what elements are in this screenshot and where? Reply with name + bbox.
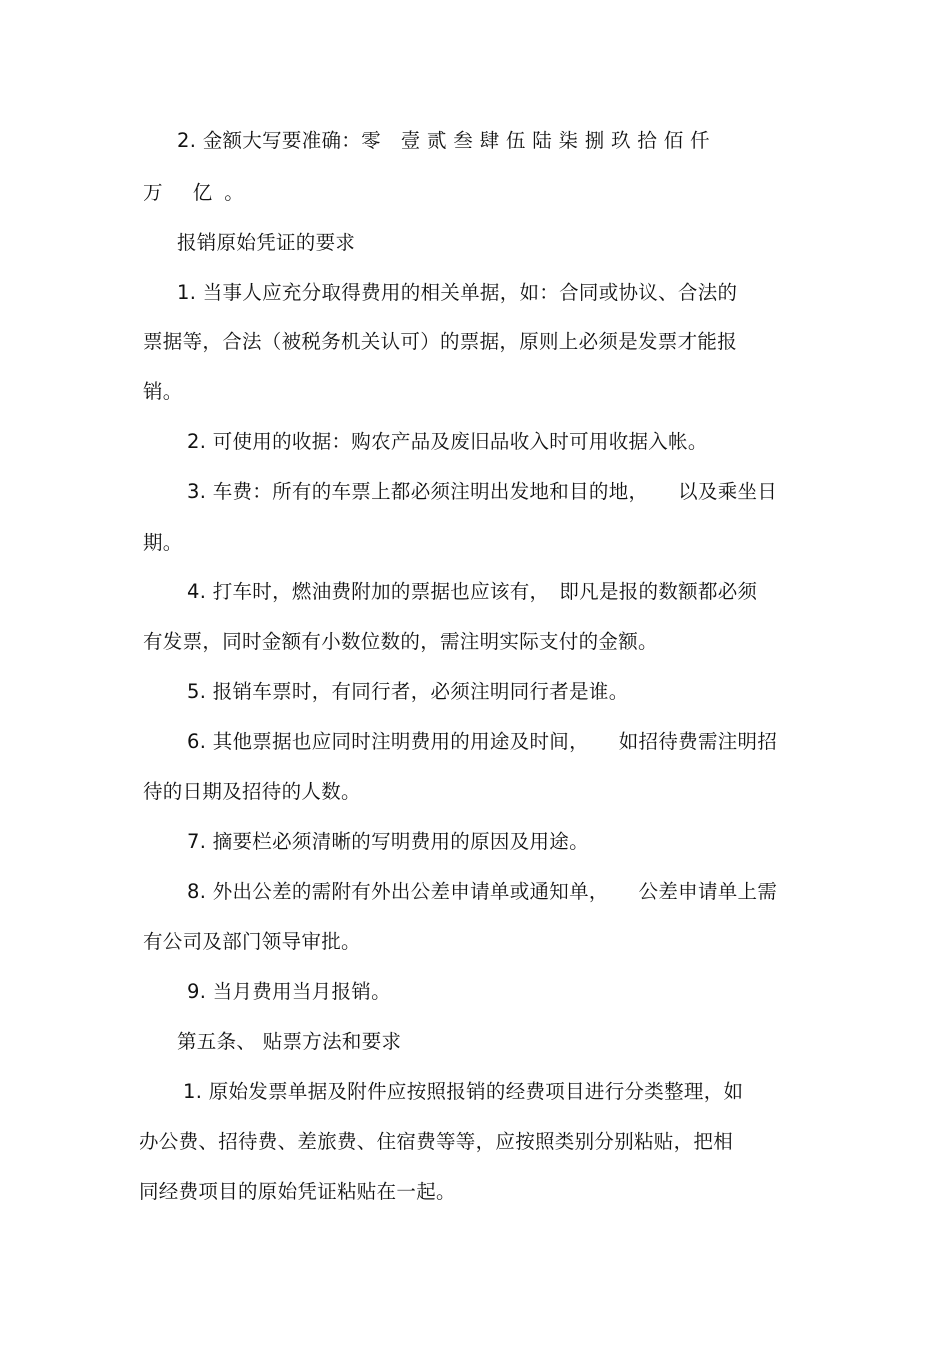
text-line-16: 8. 外出公差的需附有外出公差申请单或通知单， 公差申请单上需 (187, 880, 778, 903)
text-line-11: 有发票，同时金额有小数位数的，需注明实际支付的金额。 (143, 630, 658, 653)
text-line-15: 7. 摘要栏必须清晰的写明费用的原因及用途。 (187, 830, 589, 853)
text-line-12: 5. 报销车票时，有同行者，必须注明同行者是谁。 (187, 680, 629, 703)
text-line-21: 办公费、招待费、差旅费、住宿费等等，应按照类别分别粘贴，把相 (139, 1130, 734, 1153)
text-line-4: 1. 当事人应充分取得费用的相关单据，如：合同或协议、合法的 (177, 281, 738, 304)
text-line-22: 同经费项目的原始凭证粘贴在一起。 (139, 1180, 456, 1203)
text-line-2: 万 亿。 (143, 181, 256, 204)
text-line-7: 2. 可使用的收据：购农产品及废旧品收入时可用收据入帐。 (187, 430, 708, 453)
text-line-6: 销。 (143, 380, 183, 403)
text-line-8: 3. 车费：所有的车票上都必须注明出发地和目的地， 以及乘坐日 (187, 480, 778, 503)
text-line-13: 6. 其他票据也应同时注明费用的用途及时间， 如招待费需注明招 (187, 730, 778, 753)
text-line-5: 票据等，合法（被税务机关认可）的票据，原则上必须是发票才能报 (143, 330, 738, 353)
text-line-20: 1. 原始发票单据及附件应按照报销的经费项目进行分类整理，如 (183, 1080, 744, 1103)
text-line-1: 2. 金额大写要准确：零 壹 贰 叁 肆 伍 陆 柒 捌 玖 拾 佰 仟 (177, 129, 710, 152)
section-heading-article-five: 第五条、 贴票方法和要求 (177, 1030, 402, 1053)
text-line-17: 有公司及部门领导审批。 (143, 930, 361, 953)
text-line-10: 4. 打车时，燃油费附加的票据也应该有， 即凡是报的数额都必须 (187, 580, 758, 603)
section-heading-voucher-requirements: 报销原始凭证的要求 (177, 231, 356, 254)
text-line-14: 待的日期及招待的人数。 (143, 780, 361, 803)
text-line-9: 期。 (143, 531, 183, 554)
text-line-18: 9. 当月费用当月报销。 (187, 980, 391, 1003)
